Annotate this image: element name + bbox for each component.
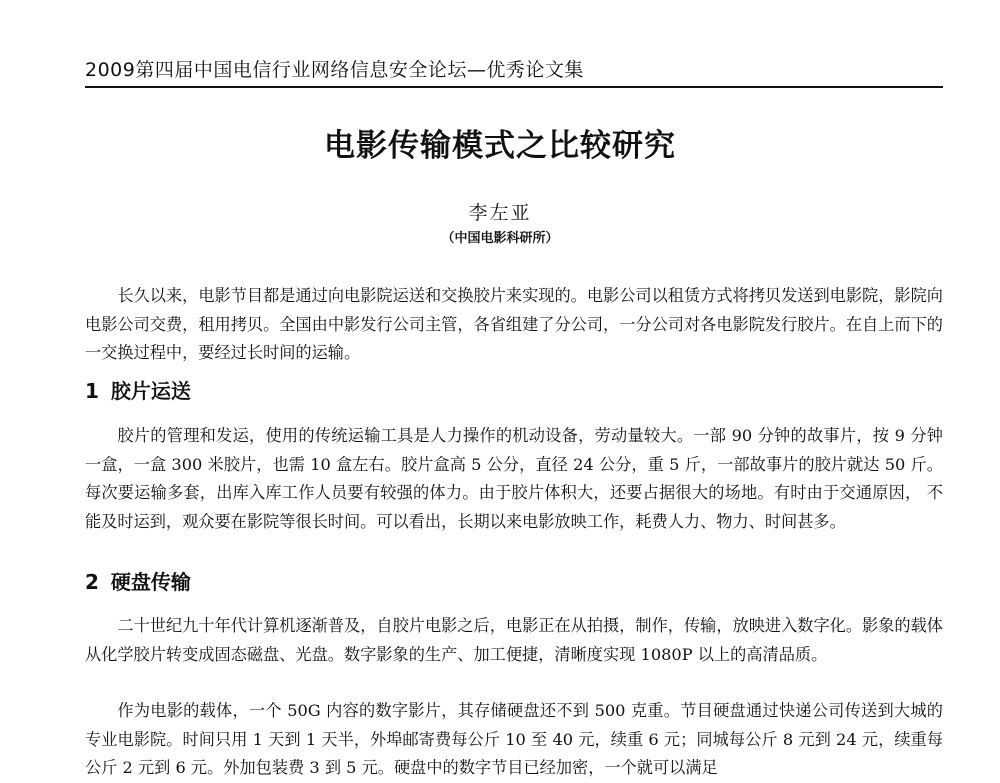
section-1-paragraph: 胶片的管理和发运，使用的传统运输工具是人力操作的机动设备，劳动量较大。一部 90 分钟的故事片，按 9 分钟一盒，一盒 300 米胶片，也需 10 盒左右。胶片盒高 5 公分，直径 24 公分，重 5 斤，一部故事片的胶片就达 50 斤。每次要运输多套，出库入库工作人员要有较强的体力。由于胶片体积大，还要占据很大的场地。有时由于交通原因， 不能及时运到，观众要在影院等很长时间。可以看出，长期以来电影放映工作，耗费人力、物力、时间甚多。: [85, 426, 943, 531]
section-heading-2: [85, 567, 943, 597]
section-number-2: 2: [85, 570, 99, 594]
section-2-paragraph-2: 作为电影的载体，一个 50G 内容的数字影片，其存储硬盘还不到 500 克重。节目硬盘通过快递公司传送到大城的专业电影院。时间只用 1 天到 1 天半，外埠邮寄费每公斤 10 至 40 元，续重 6 元；同城每公斤 8 元到 24 元，续重每公斤 2 元到 6 元。外加包装费 3 到 5 元。硬盘中的数字节目已经加密，一个就可以满足: [85, 701, 943, 777]
intro-paragraph: 长久以来，电影节目都是通过向电影院运送和交换胶片来实现的。电影公司以租赁方式将拷贝发送到电影院，影院向电影公司交费，租用拷贝。全国由中影发行公司主管，各省组建了分公司，一分公司对各电影院发行胶片。在自上而下的一交换过程中，要经过长时间的运输。: [85, 286, 943, 362]
header-rule: [85, 86, 943, 88]
section-heading-1: [85, 376, 943, 406]
section-title-1: 胶片运送: [110, 379, 191, 403]
section-2-paragraph-1: 二十世纪九十年代计算机逐渐普及，自胶片电影之后，电影正在从拍摄，制作，传输，放映进入数字化。影象的载体从化学胶片转变成固态磁盘、光盘。数字影象的生产、加工便捷，清晰度实现 1080P 以上的高清品质。: [85, 616, 943, 664]
author-affiliation: （中国电影科研所）: [441, 231, 559, 246]
section-title-2: 硬盘传输: [110, 570, 191, 594]
paper-title: 电影传输模式之比较研究: [324, 128, 676, 164]
running-header: 2009第四届中国电信行业网络信息安全论坛—优秀论文集: [85, 59, 584, 81]
author-name: 李左亚: [468, 202, 532, 224]
section-number-1: 1: [85, 379, 99, 403]
